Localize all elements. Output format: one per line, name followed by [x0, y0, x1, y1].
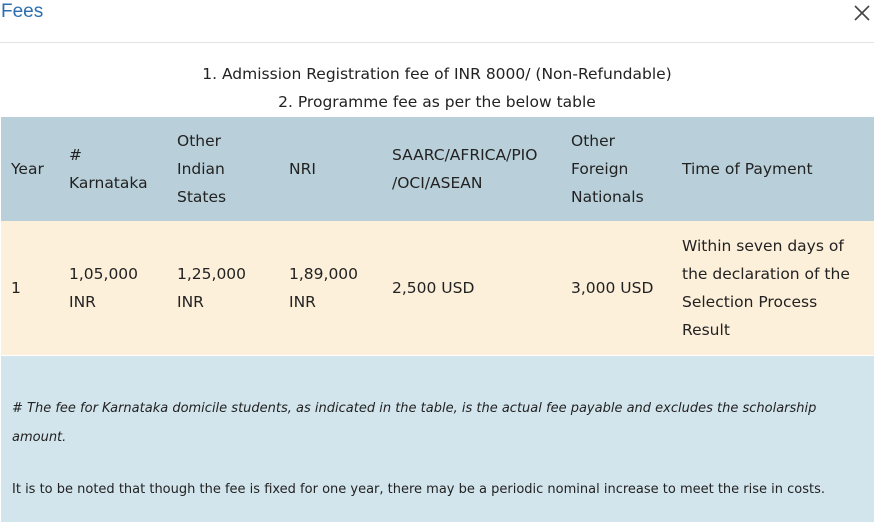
close-button[interactable] — [852, 3, 872, 23]
cell-other-indian-states: 1,25,000 INR — [177, 265, 247, 311]
header-karnataka: # Karnataka — [69, 146, 148, 192]
intro-line-1: 1. Admission Registration fee of INR 8000/ (Non-Refundable) — [202, 65, 672, 83]
karnataka-note: # The fee for Karnataka domicile students, as indicated in the table, is the actual fee payable and excludes the scholarship amount. — [12, 401, 817, 445]
cell-time-of-payment: Within seven days of the declaration of the Selection Process Result — [682, 237, 850, 339]
fee-notes — [1, 356, 874, 522]
cell-other-foreign-nationals: 3,000 USD — [571, 279, 654, 297]
modal-title: Fees — [1, 1, 44, 22]
cell-karnataka: 1,05,000 INR — [69, 265, 139, 311]
fee-table — [1, 117, 874, 355]
cell-nri: 1,89,000 INR — [289, 265, 359, 311]
modal-header — [0, 0, 874, 43]
header-nri: NRI — [289, 160, 316, 178]
fee-increase-note: It is to be noted that though the fee is fixed for one year, there may be a periodic nominal increase to meet the rise in costs. — [12, 482, 826, 497]
header-other-foreign-nationals: Other Foreign Nationals — [571, 132, 644, 206]
cell-year: 1 — [11, 279, 21, 297]
fee-intro — [0, 60, 874, 116]
close-icon — [852, 3, 872, 23]
header-time-of-payment: Time of Payment — [682, 160, 813, 178]
intro-line-2: 2. Programme fee as per the below table — [278, 93, 596, 111]
cell-saarc: 2,500 USD — [392, 279, 475, 297]
header-year: Year — [11, 160, 44, 178]
table-row — [1, 221, 874, 355]
header-saarc: SAARC/AFRICA/PIO /OCI/ASEAN — [392, 146, 538, 192]
table-header-row — [1, 117, 874, 221]
header-other-indian-states: Other Indian States — [177, 132, 227, 206]
